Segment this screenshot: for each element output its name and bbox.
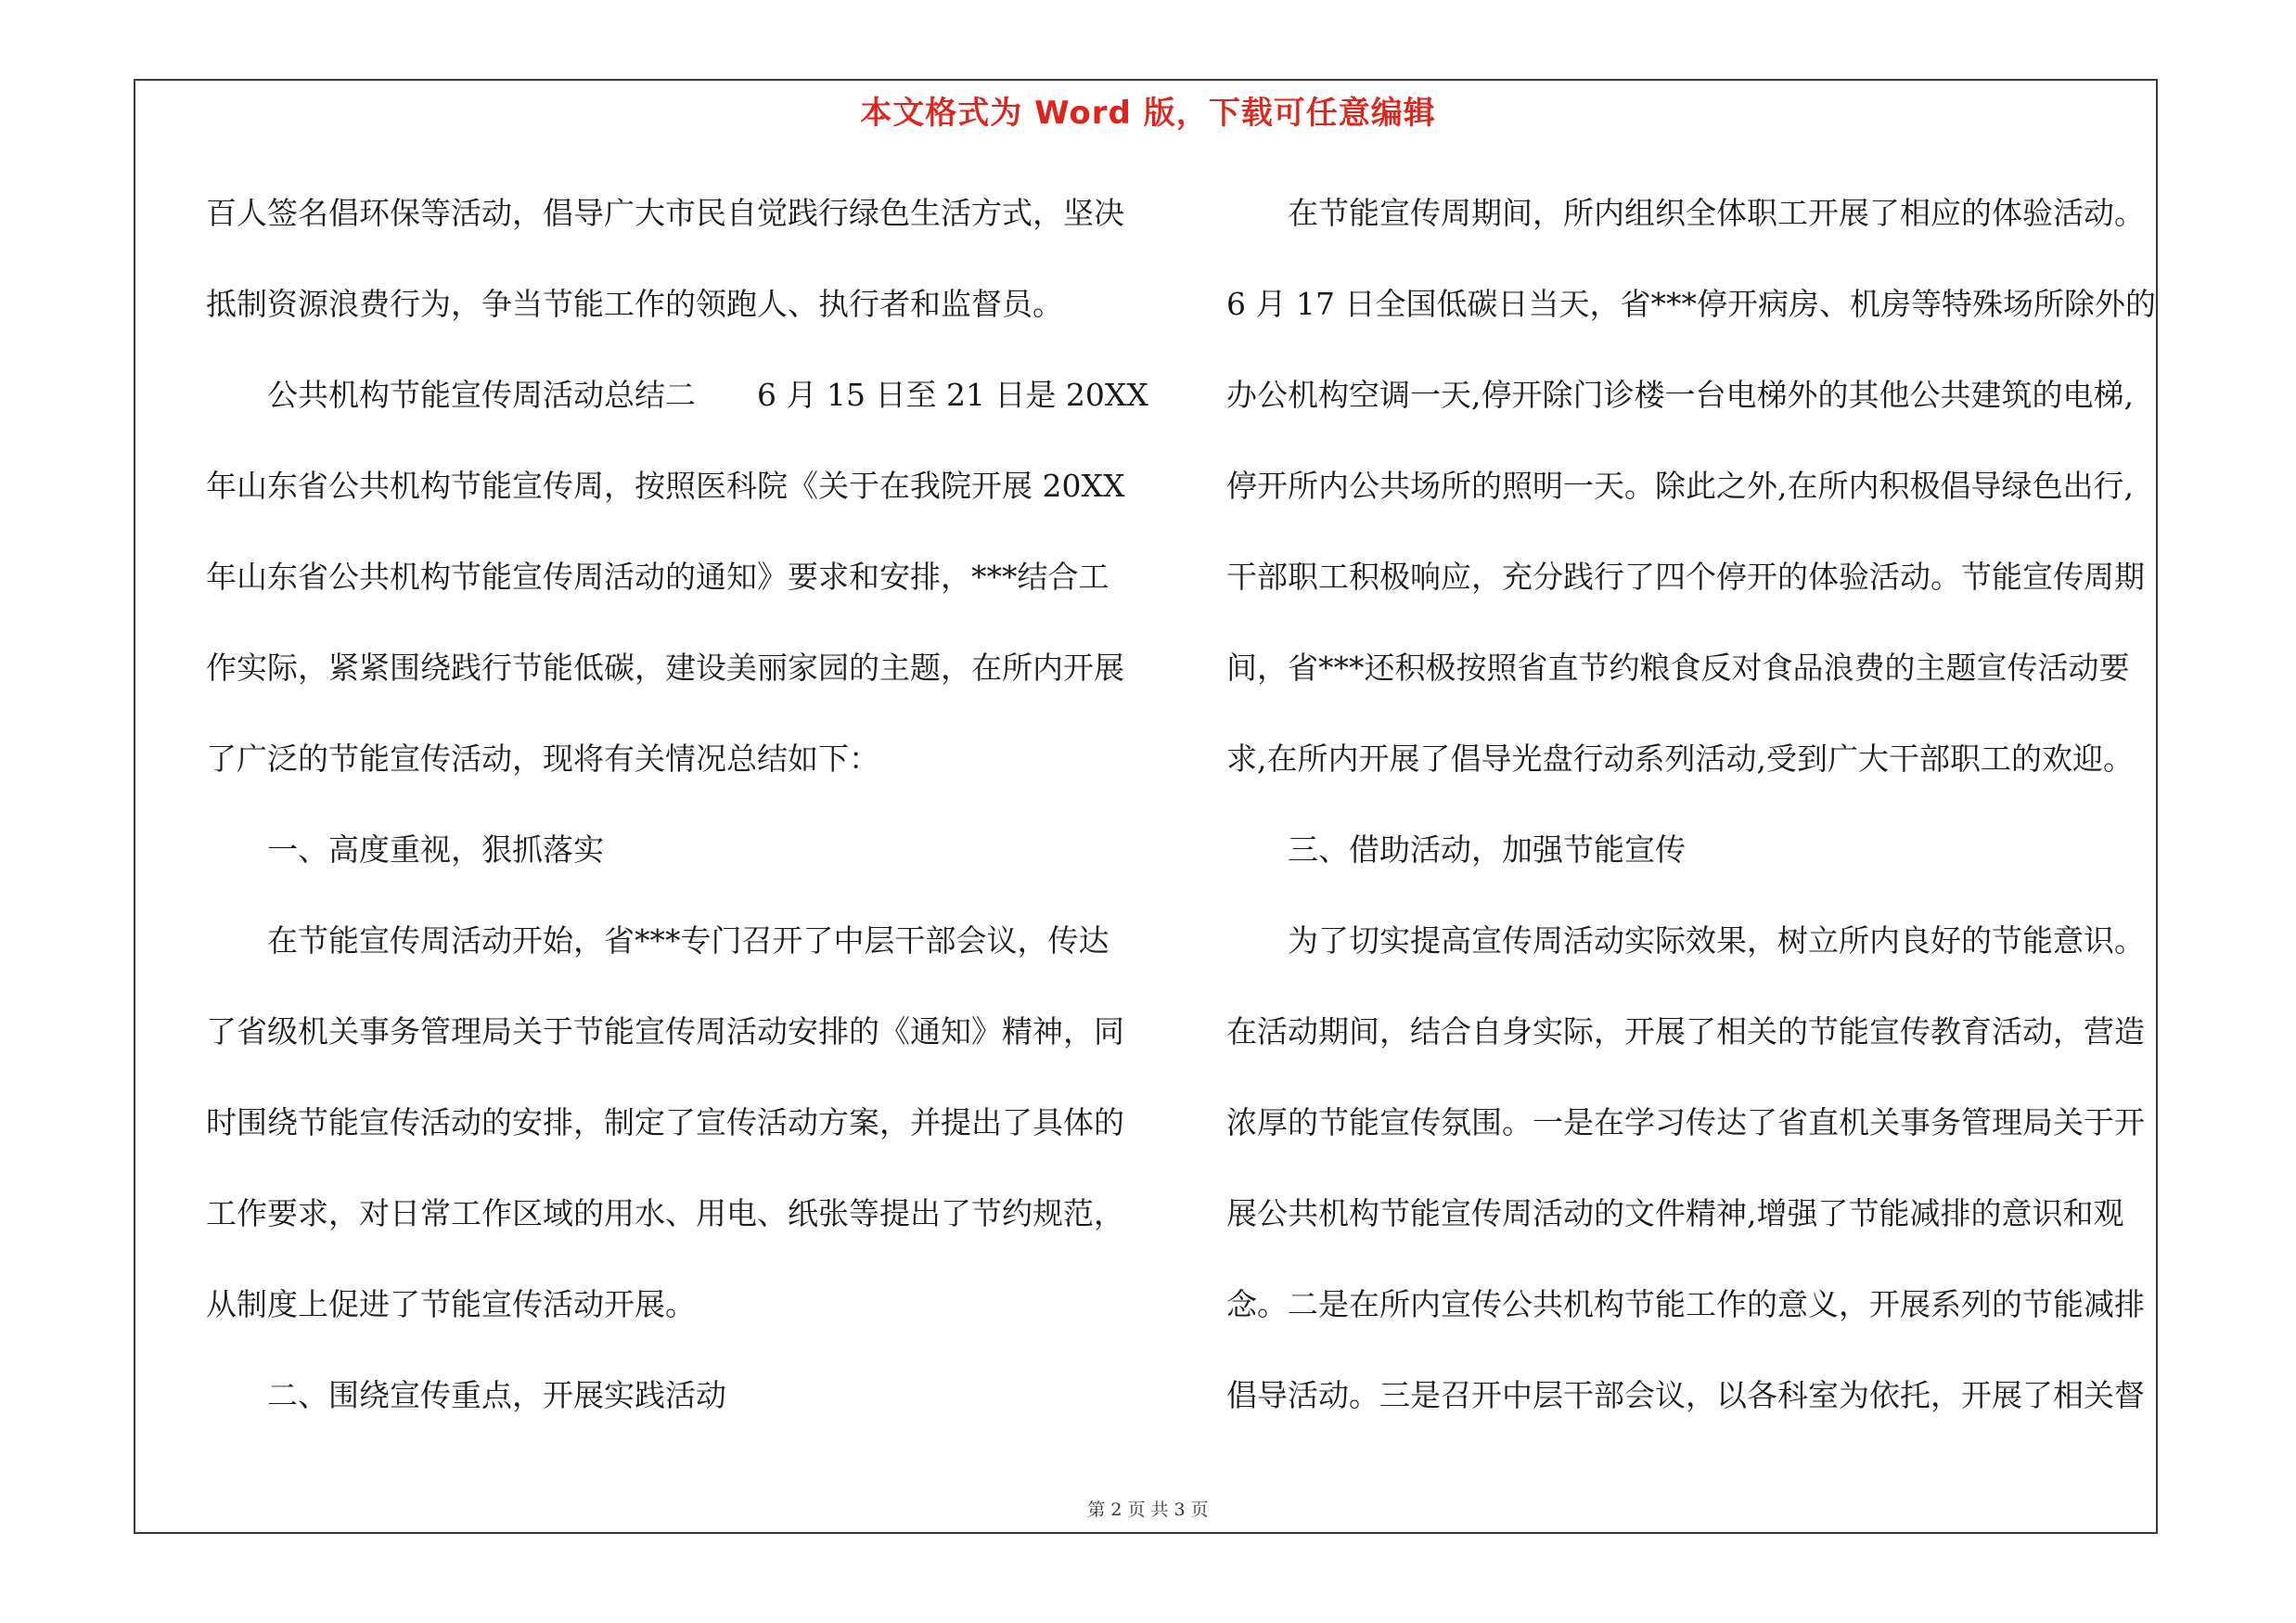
text-line: 了广泛的节能宣传活动，现将有关情况总结如下： (206, 741, 879, 777)
text-line: 6 月 17 日全国低碳日当天，省***停开病房、机房等特殊场所除外的 (1226, 286, 2156, 322)
text-line: 间，省***还积极按照省直节约粮食反对食品浪费的主题宣传活动要 (1226, 650, 2130, 686)
text-line: 工作要求，对日常工作区域的用水、用电、纸张等提出了节约规范， (206, 1195, 1124, 1231)
text-line: 年山东省公共机构节能宣传周活动的通知》要求和安排，***结合工 (206, 559, 1110, 595)
text-line: 求,在所内开展了倡导光盘行动系列活动,受到广大干部职工的欢迎。 (1226, 741, 2134, 777)
text-line: 作实际，紧紧围绕践行节能低碳，建设美丽家园的主题，在所内开展 (206, 650, 1124, 686)
text-line: 从制度上促进了节能宣传活动开展。 (206, 1286, 696, 1322)
text-line: 办公机构空调一天,停开除门诊楼一台电梯外的其他公共建筑的电梯, (1226, 377, 2134, 413)
text-line: 百人签名倡环保等活动，倡导广大市民自觉践行绿色生活方式，坚决 (206, 195, 1124, 231)
text-line: 一、高度重视，狠抓落实 (267, 831, 604, 868)
page-number: 第 2 页 共 3 页 (1087, 1500, 1209, 1520)
text-line: 念。二是在所内宣传公共机构节能工作的意义，开展系列的节能减排 (1226, 1286, 2145, 1322)
text-line: 倡导活动。三是召开中层干部会议，以各科室为依托，开展了相关督 (1226, 1377, 2145, 1413)
text-line: 时围绕节能宣传活动的安排，制定了宣传活动方案，并提出了具体的 (206, 1104, 1124, 1140)
text-line: 三、借助活动，加强节能宣传 (1288, 831, 1686, 868)
text-line: 在节能宣传周期间，所内组织全体职工开展了相应的体验活动。 (1288, 195, 2145, 231)
text-line: 干部职工积极响应，充分践行了四个停开的体验活动。节能宣传周期 (1226, 559, 2145, 595)
text-line: 浓厚的节能宣传氛围。一是在学习传达了省直机关事务管理局关于开 (1226, 1104, 2145, 1140)
left-text-column (206, 181, 1148, 1454)
text-line: 在活动期间，结合自身实际，开展了相关的节能宣传教育活动，营造 (1226, 1013, 2145, 1050)
text-line: 了省级机关事务管理局关于节能宣传周活动安排的《通知》精神，同 (206, 1013, 1124, 1050)
right-text-column (1226, 181, 2154, 1454)
text-line: 抵制资源浪费行为，争当节能工作的领跑人、执行者和监督员。 (206, 286, 1063, 322)
text-line: 公共机构节能宣传周活动总结二 6 月 15 日至 21 日是 20XX (267, 377, 1148, 413)
text-line: 在节能宣传周活动开始，省***专门召开了中层干部会议，传达 (267, 922, 1110, 959)
text-line: 二、围绕宣传重点，开展实践活动 (267, 1377, 726, 1413)
format-banner: 本文格式为 Word 版，下载可任意编辑 (860, 95, 1436, 132)
text-line: 展公共机构节能宣传周活动的文件精神,增强了节能减排的意识和观 (1226, 1195, 2124, 1231)
text-line: 停开所内公共场所的照明一天。除此之外,在所内积极倡导绿色出行, (1226, 468, 2134, 504)
text-line: 年山东省公共机构节能宣传周，按照医科院《关于在我院开展 20XX (206, 468, 1125, 504)
text-line: 为了切实提高宣传周活动实际效果，树立所内良好的节能意识。 (1288, 922, 2145, 959)
